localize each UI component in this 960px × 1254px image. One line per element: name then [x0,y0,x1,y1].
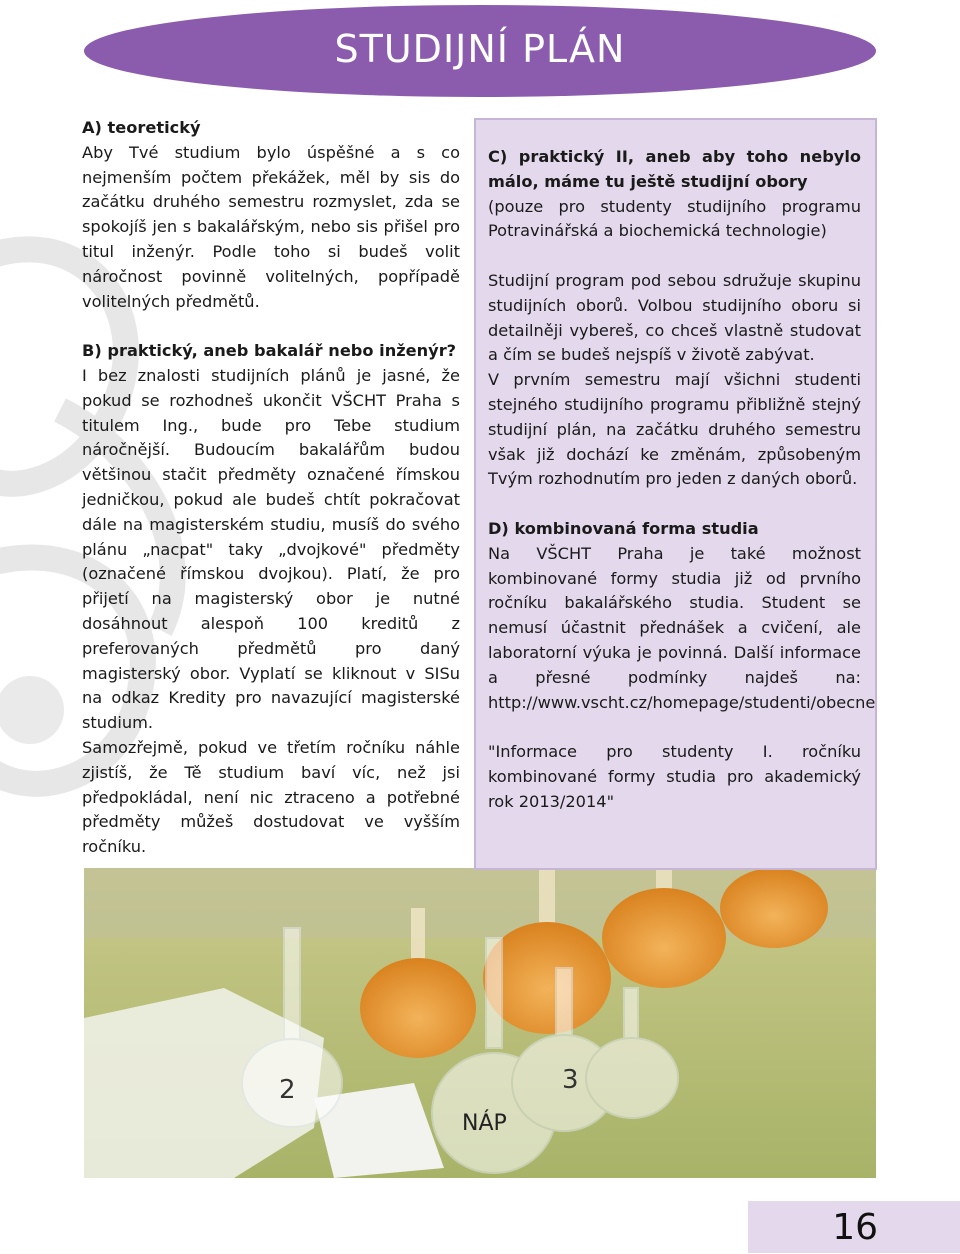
lab-flasks-photo [84,868,876,1178]
left-column [82,116,460,860]
section-c-text-2: V prvním semestru mají všichni studenti stejného studijního programu přibližně stejný studijní plán, na začátku druhého semestru však již dochází ke změnám, způsobeným Tvým rozhodnutím pro jeden z daných oborů. [488,370,861,489]
lab-flasks-illustration [84,868,876,1178]
section-d-quote: "Informace pro studenty I. ročníku kombinované formy studia pro akademický rok 2013/2014" [488,742,861,811]
orange-flask-far-right [720,868,828,948]
section-a-heading: A) teoretický [82,118,201,137]
flask-label-nap: NÁP [462,1111,507,1136]
section-c-heading: C) praktický II, aneb aby toho nebylo málo, máme tu ještě studijní obory [488,147,861,191]
section-d-heading: D) kombinovaná forma studia [488,518,759,538]
title-banner [84,5,876,97]
flask-label-2: 2 [279,1075,296,1105]
section-d-text: Na VŠCHT Praha je také možnost kombinované formy studia již od prvního ročníku bakalářského studia. Student se nemusí účastnit přednášek a cvičení, ale laboratorní výuka je povinná. Další informace a přesné podmínky najdeš na: http://www.vscht.cz/homepage/studenti/obecne [488,543,876,712]
section-b-text-2: Samozřejmě, pokud ve třetím ročníku náhle zjistíš, že Tě studium baví víc, než jsi předpokládal, není nic ztraceno a potřebné předměty můžeš dostudovat ve vyšším ročníku. [82,737,460,857]
flask-label-3: 3 [562,1065,579,1095]
section-a-text: Aby Tvé studium bylo úspěšné a s co nejmenším počtem překážek, měl by sis do začátku druhého semestru rozmyslet, zda se spokojíš jen s bakalářským, nebo sis přišel pro titul inženýr. Podle toho si budeš volit náročnost povinně volitelných, popřípadě volitelných předmětů. [82,142,460,311]
section-b-text: I bez znalosti studijních plánů je jasné, že pokud se rozhodneš ukončit VŠCHT Praha s titulem Ing., bude pro Tebe studium náročnější. Budoucím bakalářům budou většinou stačit předměty označené římskou jedničkou, pokud ale budeš chtít pokračovat dále na magisterském studiu, musíš do svého plánu „nacpat" taky „dvojkové" předměty (označené římskou dvojkou). Platí, že pro přijetí na magisterský obor je nutné dosáhnout alespoň 100 kreditů z preferovaných předmětů pro daný magisterský obor. Vyplatí se kliknout v SISu na odkaz Kredity pro navazující magisterské studium. [82,365,460,733]
info-box [474,118,877,870]
page-number: 16 [832,1206,878,1248]
page-number-box [748,1201,960,1253]
section-c-text: Studijní program pod sebou sdružuje skupinu studijních oborů. Volbou studijního oboru si detailněji vybereš, co chceš vlastně studovat a čím se budeš nejspíš v životě zabývat. [488,270,861,365]
section-b-heading: B) praktický, aneb bakalář nebo inženýr? [82,341,457,361]
section-c-note: (pouze pro studenty studijního programu Potravinářská a biochemická technologie) [488,196,861,241]
page-title: STUDIJNÍ PLÁN [334,27,626,71]
